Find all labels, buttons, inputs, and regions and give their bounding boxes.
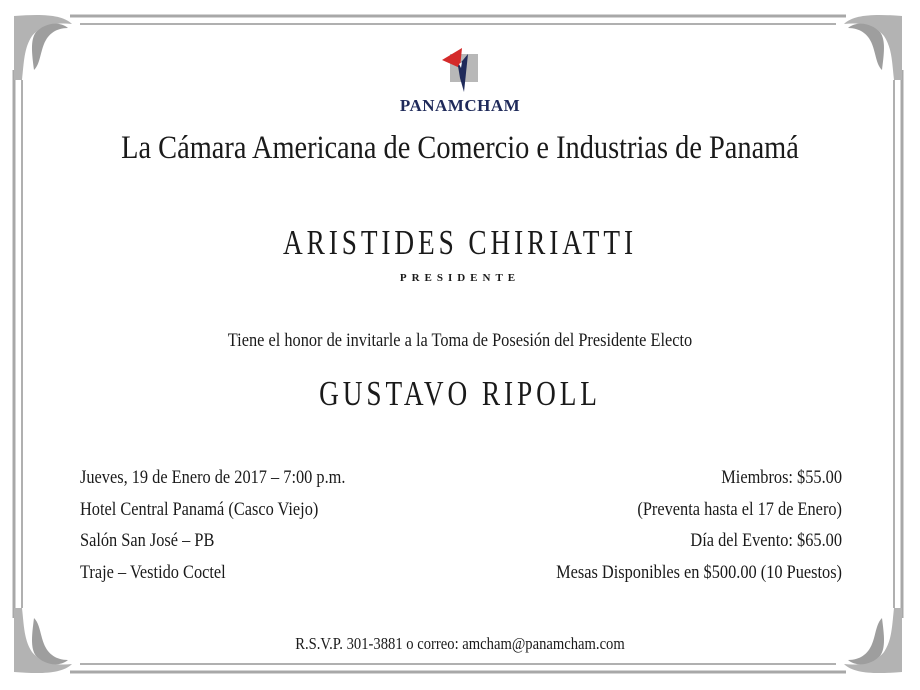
rsvp-contact: R.S.V.P. 301-3881 o correo: amcham@panamcham.com (295, 634, 625, 653)
presale-note: (Preventa hasta el 17 de Enero) (637, 498, 842, 520)
event-room: Salón San José – PB (80, 530, 215, 551)
event-dress-code: Traje – Vestido Coctel (80, 561, 226, 583)
host-title: PRESIDENTE (399, 272, 521, 284)
host-name: ARISTIDES CHIRIATTI (283, 223, 637, 262)
table-price: Mesas Disponibles en $500.00 (10 Puestos) (556, 561, 842, 583)
event-day-price: Día del Evento: $65.00 (690, 530, 842, 551)
logo-wordmark: PANAMCHAM (399, 96, 521, 115)
organization-name: La Cámara Americana de Comercio e Industrias de Panamá (121, 130, 799, 166)
panamcham-emblem-icon (438, 44, 482, 94)
honoree-name: GUSTAVO RIPOLL (319, 374, 601, 413)
event-date-time: Jueves, 19 de Enero de 2017 – 7:00 p.m. (80, 467, 346, 488)
event-venue: Hotel Central Panamá (Casco Viejo) (80, 498, 319, 520)
event-details (80, 462, 407, 588)
panamcham-logo (0, 44, 920, 116)
invitation-text: Tiene el honor de invitarle a la Toma de Posesión del Presidente Electo (227, 330, 693, 351)
pricing-details (464, 462, 842, 588)
member-price: Miembros: $55.00 (721, 467, 842, 488)
